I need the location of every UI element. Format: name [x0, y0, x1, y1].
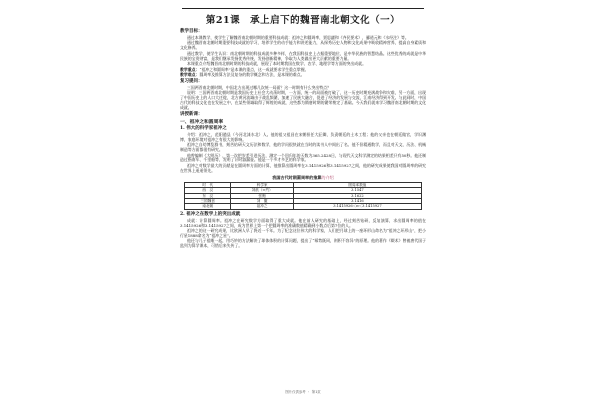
review-answer: 说明：三国两晋南北朝时期是我国历史上社会大动荡时期，一方面，统一的局面被打破了，这一历史时期充满战争和灾难，另一方面，出现了中国历史上的人口大迁徙，北方黄河流域由于战乱频繁，加速了民族大融合，促进了经济的发展与交流，江南经济得到开发。与此同时，中国古代的科技文化也在发展之中，在某些领域取得了辉煌的成就，这些都为隋唐时期的繁荣奠定了基础。今天我们就来学习魏晋南北朝时期的文化成就。 — [180, 90, 426, 110]
paragraph-bio-1: 介绍：祖冲之，范阳遒县（今河北涞水北）人。他的祖父祖昌在宋朝担任大匠卿，负责朝廷的土木工程；他的父亲也在朝廷做官，学识渊博，家庭环境对祖冲之有很大的影响。 — [180, 131, 426, 142]
paragraph-goal-4: 本课重点介绍魏晋南北朝时期的科技成就，展现了本时期我国在数学、农学、地理学等方面的突出成就。 — [187, 61, 366, 67]
table-cell: 3.1547 — [293, 188, 421, 193]
key-text: “祖冲之和圆周率”是本课的重点，这一成就要求学生重点掌握。 — [199, 66, 309, 72]
paragraph-bio-3: 他曾编制《大明历》，第一次把岁差引进历法，测定一个回归年的天数为365.2428日，与现代天文科学测定的结果相差只有50秒。他还制造过指南车、千里船等，发明了计时器漏壶。他是一个多才多艺的科学家。 — [180, 152, 426, 163]
paragraph-goal-3: 通过教学，使学生认识：南北朝时期的科技成就多种多样，在我国科技史上占据重要地位，是中华民族的智慧结晶。这些优秀的成就是中华民族的宝贵财富，是我们继承发扬优秀传统，发扬创新精神，争取为人类做出更大贡献的重要力量。 — [180, 50, 426, 61]
heading-review: 复习提问： — [180, 78, 203, 84]
difficult-text: 圆周率及推算方法及复杂的数学概念和方法，是本课的难点。 — [199, 72, 305, 78]
table-header-cell: 圆周率数值 — [293, 182, 421, 187]
top-rule — [182, 8, 424, 9]
heading-difficult: 教学难点： — [180, 72, 200, 78]
paragraph-achievement-3: 他还与儿子祖暅一起，用巧妙的方法解决了球体体积的计算问题，提出了“幂势既同，则积不容异”的原理。他的著作《缀术》曾被唐代国子监列为算学课本，可惜后来失传了。 — [180, 238, 426, 249]
document-page — [178, 8, 428, 394]
paragraph-goal-1: 通过本课教学，使学生了解魏晋南北朝时期的重要科技成就：祖冲之和圆周率，贾思勰和《齐民要术》，郦道元和《水经注》等。 — [187, 34, 409, 40]
heading-goals: 教学目标： — [180, 29, 203, 34]
table-cell: 3.1416 — [293, 198, 421, 203]
pi-table — [184, 182, 422, 210]
heading-section-1-2: 2. 祖冲之在数学上的突出成就 — [180, 211, 241, 217]
page-title: 第21课 承上启下的魏晋南北朝文化（一） — [205, 15, 401, 26]
paragraph-achievement-2: 祖冲之的这一研究成果，比欧洲人早了将近一千年。为了纪念这位伟大的科学家，人们把月球上的一座环形山命名为“祖冲之环形山”，把小行星1888命名为“祖冲之星”。 — [180, 228, 426, 238]
review-question: 三国两晋南北朝时期，中国北方出现过哪几次统一局面？这一时期有什么突出特点？ — [187, 84, 331, 90]
table-cell: 3.1622 — [293, 193, 421, 198]
table-header-cell: 科学家 — [231, 182, 293, 187]
table-header-cell: 时 代 — [185, 182, 231, 187]
paragraph-bio-4: 祖冲之对数学最大的贡献是在圆周率方面的计算，他推算出圆周率在3.1415926和3.1415927之间，他的研究成果使我国对圆周率的研究在世界上遥遥领先。 — [180, 162, 426, 173]
table-cell: 3.1415926＜π＜3.1415927 — [293, 204, 421, 209]
page-footer: 图片仅供参考 · 第1页 — [285, 390, 321, 394]
table-cell: 南北朝 — [185, 204, 231, 209]
table-cell: 刘歆（≈约） — [231, 188, 293, 193]
heading-key: 教学重点： — [180, 66, 200, 72]
table-cell: 三国魏晋 — [185, 198, 231, 203]
paragraph-achievement-1: 成就：计算圆周率。祖冲之在研究数学方面取得了重大成就。他在前人研究的基础上，经过刻苦钻研，反复演算，求出圆周率的值在3.1415926和3.1415927之间，成为世界上第一个把圆周率的准确数值精确到小数点后第7位的人。 — [180, 217, 426, 228]
table-row — [185, 204, 422, 209]
table-cell: 西 汉 — [185, 188, 231, 193]
table-caption-note: 的介绍 — [321, 174, 334, 180]
table-cell: 东 汉 — [185, 193, 231, 198]
paragraph-goal-2: 通过魏晋南北朝时期重要科技成就的学习，培养学生的动手能力和讲述能力，从探秀历史人物和文化成果中吸收精神营养，提高自身素质和文化修养。 — [180, 40, 426, 51]
table-caption-text: 我国古代时期圆周率的推算 — [272, 174, 322, 180]
paragraph-bio-2: 祖冲之自幼博览群书，刻苦钻研天文历法和数学，他的学问很快就在当时的读书人中间出了名。他不但精通数学，而且对天文、历法、机械制造等方面都很有研究。 — [180, 142, 426, 153]
difficult-point — [180, 73, 426, 78]
table-cell: 刘 徽 — [231, 198, 293, 203]
heading-section-1: 一、祖冲之和圆周率 — [180, 118, 224, 125]
heading-new-lesson: 讲授新课： — [180, 111, 203, 117]
table-cell: 张衡 — [231, 193, 293, 198]
table-caption — [178, 175, 428, 181]
heading-section-1-1: 1. 伟大的科学家祖冲之 — [180, 125, 227, 131]
table-cell: 祖冲之 — [231, 204, 293, 209]
